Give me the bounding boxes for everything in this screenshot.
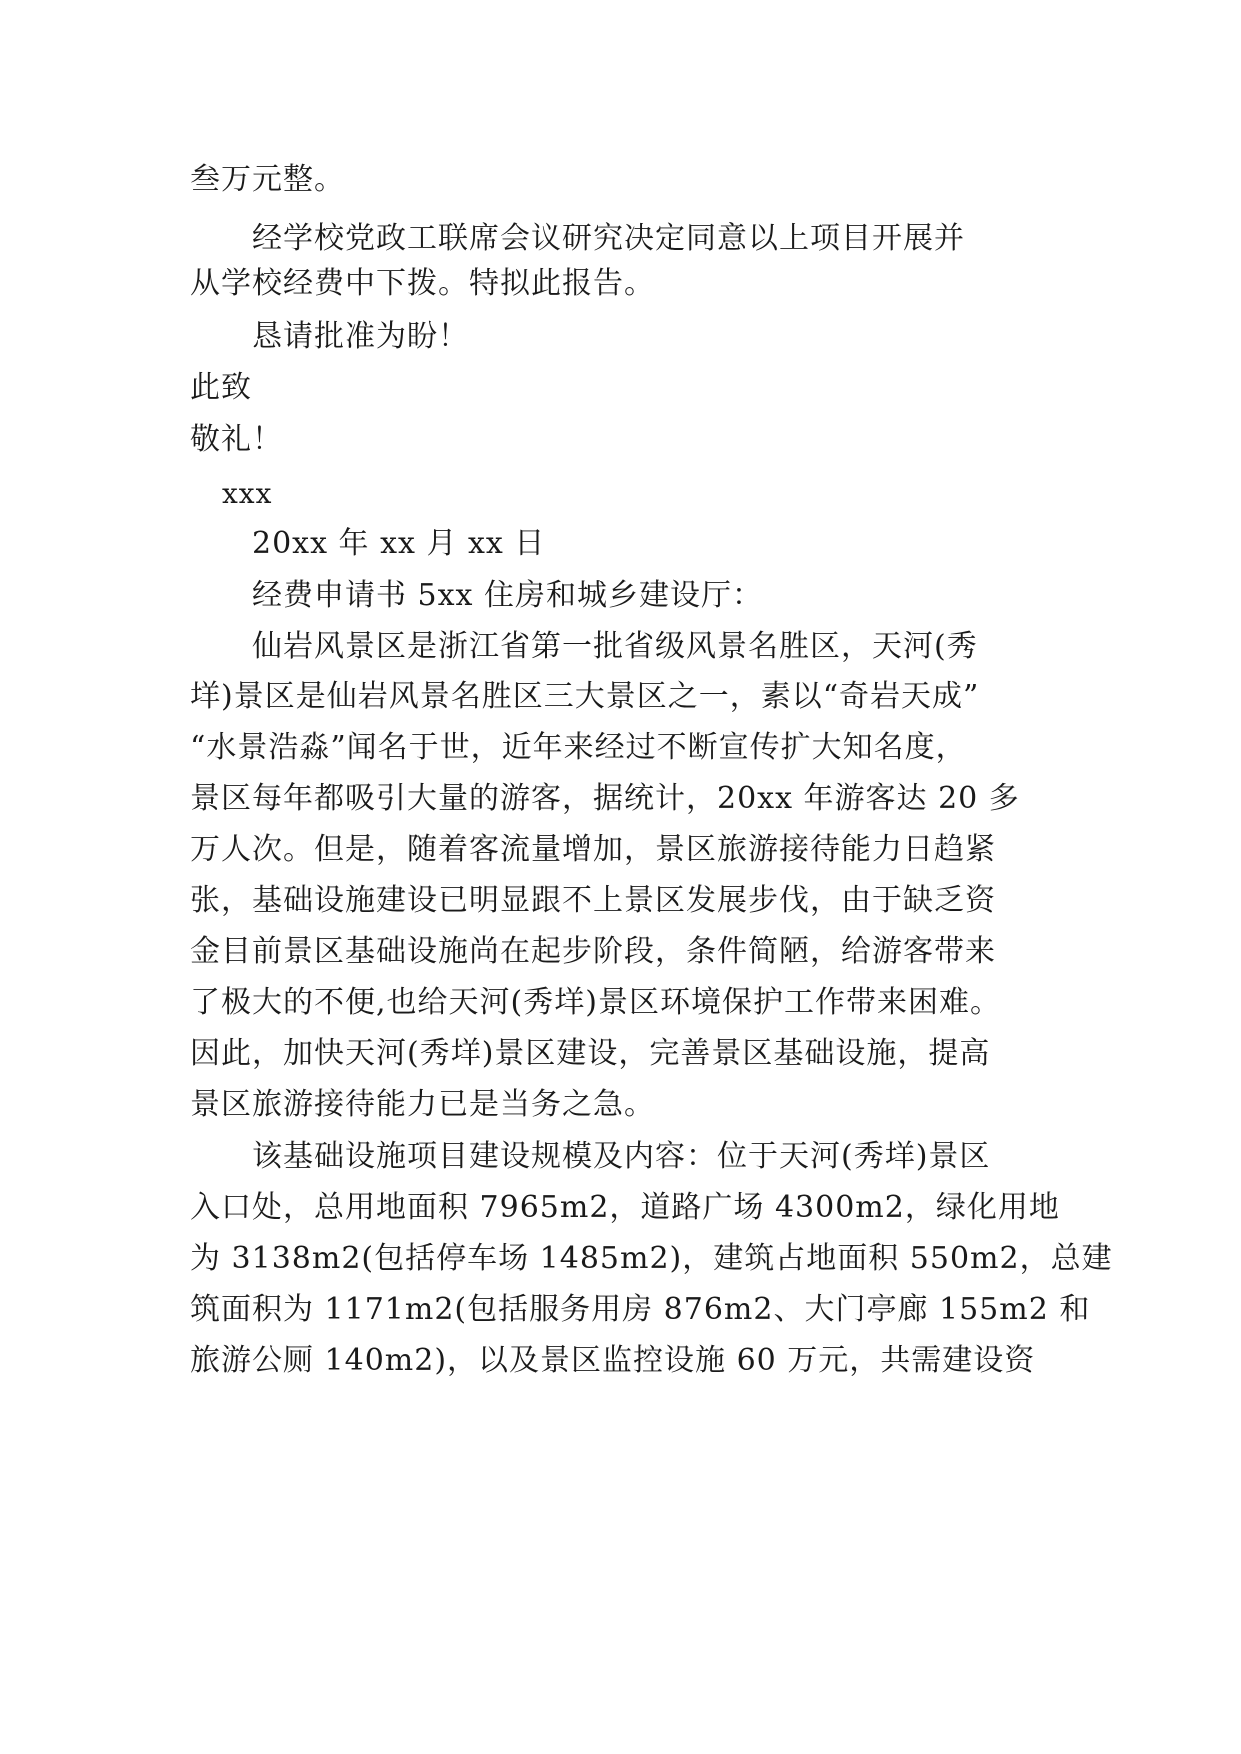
text-line: “水景浩淼”闻名于世，近年来经过不断宣传扩大知名度， <box>190 730 967 765</box>
text-line: 垟)景区是仙岩风景名胜区三大景区之一，素以“奇岩天成” <box>190 679 980 714</box>
text-line: 张，基础设施建设已明显跟不上景区发展步伐，由于缺乏资 <box>190 883 996 918</box>
text-line: 入口处，总用地面积 7965m2，道路广场 4300m2，绿化用地 <box>190 1190 1060 1225</box>
text-line: 该基础设施项目建设规模及内容：位于天河(秀垟)景区 <box>252 1139 991 1174</box>
signature-name: xxx <box>222 477 273 510</box>
text-line: 恳请批准为盼！ <box>252 319 469 354</box>
text-line: 此致 <box>190 370 252 405</box>
section-heading: 经费申请书 5xx 住房和城乡建设厅： <box>252 578 763 613</box>
text-line: 金目前景区基础设施尚在起步阶段，条件简陋，给游客带来 <box>190 934 996 969</box>
text-line: 叁万元整。 <box>190 162 345 197</box>
text-line: 筑面积为 1171m2(包括服务用房 876m2、大门亭廊 155m2 和 <box>190 1292 1091 1327</box>
text-line: 从学校经费中下拨。特拟此报告。 <box>190 266 655 301</box>
text-line: 万人次。但是，随着客流量增加，景区旅游接待能力日趋紧 <box>190 832 996 867</box>
text-line: 经学校党政工联席会议研究决定同意以上项目开展并 <box>252 221 965 256</box>
text-line: 敬礼！ <box>190 422 283 457</box>
text-line: 了极大的不便,也给天河(秀垟)景区环境保护工作带来困难。 <box>190 985 1001 1020</box>
text-line: 景区旅游接待能力已是当务之急。 <box>190 1087 655 1122</box>
text-line: 仙岩风景区是浙江省第一批省级风景名胜区，天河(秀 <box>252 629 978 664</box>
text-line: 因此，加快天河(秀垟)景区建设，完善景区基础设施，提高 <box>190 1036 991 1071</box>
text-line: 旅游公厕 140m2)，以及景区监控设施 60 万元，共需建设资 <box>190 1343 1036 1378</box>
signature-date: 20xx 年 xx 月 xx 日 <box>252 526 546 561</box>
text-line: 景区每年都吸引大量的游客，据统计，20xx 年游客达 20 多 <box>190 781 1020 816</box>
text-line: 为 3138m2(包括停车场 1485m2)，建筑占地面积 550m2，总建 <box>190 1241 1113 1276</box>
